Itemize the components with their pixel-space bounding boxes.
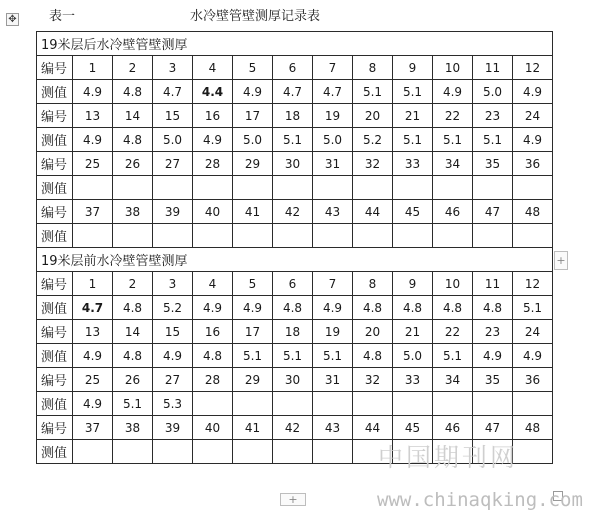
thickness-value-cell[interactable] <box>233 224 273 248</box>
thickness-value-cell[interactable] <box>273 176 313 200</box>
thickness-value-cell[interactable] <box>233 440 273 464</box>
point-id-cell[interactable]: 27 <box>153 152 193 176</box>
row-label-id: 编号 <box>37 200 73 224</box>
point-id-cell[interactable]: 32 <box>353 368 393 392</box>
point-id-cell[interactable]: 33 <box>393 368 433 392</box>
point-id-cell[interactable]: 43 <box>313 416 353 440</box>
point-id-cell[interactable]: 38 <box>113 200 153 224</box>
point-id-cell[interactable]: 33 <box>393 152 433 176</box>
thickness-value-cell[interactable] <box>313 440 353 464</box>
row-label-value: 测值 <box>37 344 73 368</box>
thickness-value-cell[interactable]: 5.2 <box>153 296 193 320</box>
point-id-cell[interactable]: 48 <box>513 416 553 440</box>
point-id-cell[interactable]: 4 <box>193 56 233 80</box>
thickness-value-cell[interactable]: 4.9 <box>153 344 193 368</box>
point-id-cell[interactable]: 43 <box>313 200 353 224</box>
thickness-value-cell[interactable]: 4.9 <box>233 296 273 320</box>
point-id-cell[interactable]: 13 <box>73 104 113 128</box>
point-id-cell[interactable]: 5 <box>233 56 273 80</box>
thickness-value-cell[interactable]: 4.9 <box>73 392 113 416</box>
point-id-cell[interactable]: 41 <box>233 200 273 224</box>
thickness-value-cell[interactable] <box>273 440 313 464</box>
id-row <box>37 104 553 128</box>
thickness-value-cell[interactable]: 4.9 <box>73 80 113 104</box>
id-row <box>37 368 553 392</box>
table-move-handle[interactable]: ✥ <box>6 13 19 26</box>
thickness-value-cell[interactable]: 4.8 <box>393 296 433 320</box>
point-id-cell[interactable]: 26 <box>113 152 153 176</box>
thickness-value-cell[interactable] <box>473 440 513 464</box>
thickness-value-cell[interactable]: 5.0 <box>473 80 513 104</box>
point-id-cell[interactable]: 42 <box>273 416 313 440</box>
row-label-value: 测值 <box>37 80 73 104</box>
thickness-value-cell[interactable]: 4.8 <box>353 296 393 320</box>
point-id-cell[interactable]: 18 <box>273 104 313 128</box>
point-id-cell[interactable]: 20 <box>353 104 393 128</box>
row-label-value: 测值 <box>37 176 73 200</box>
thickness-value-cell[interactable]: 4.4 <box>193 80 233 104</box>
point-id-cell[interactable]: 28 <box>193 152 233 176</box>
thickness-value-cell[interactable]: 4.9 <box>193 296 233 320</box>
section-title: 19米层后水冷壁管壁测厚 <box>37 32 553 56</box>
id-row <box>37 200 553 224</box>
thickness-value-cell[interactable] <box>433 176 473 200</box>
thickness-value-cell[interactable] <box>153 224 193 248</box>
thickness-value-cell[interactable]: 4.8 <box>113 80 153 104</box>
value-row <box>37 176 553 200</box>
thickness-value-cell[interactable]: 4.9 <box>473 344 513 368</box>
point-id-cell[interactable]: 44 <box>353 200 393 224</box>
point-id-cell[interactable]: 29 <box>233 152 273 176</box>
id-row <box>37 272 553 296</box>
point-id-cell[interactable]: 7 <box>313 56 353 80</box>
watermark-url: www.chinaqking.com <box>377 489 583 511</box>
id-row <box>37 152 553 176</box>
row-label-value: 测值 <box>37 224 73 248</box>
value-row <box>37 80 553 104</box>
thickness-value-cell[interactable] <box>193 224 233 248</box>
thickness-value-cell[interactable] <box>513 176 553 200</box>
thickness-value-cell[interactable] <box>433 440 473 464</box>
point-id-cell[interactable]: 26 <box>113 368 153 392</box>
point-id-cell[interactable]: 28 <box>193 368 233 392</box>
thickness-value-cell[interactable] <box>353 392 393 416</box>
row-label-id: 编号 <box>37 152 73 176</box>
thickness-value-cell[interactable] <box>113 440 153 464</box>
thickness-value-cell[interactable] <box>313 176 353 200</box>
thickness-value-cell[interactable]: 4.9 <box>233 80 273 104</box>
row-label-id: 编号 <box>37 320 73 344</box>
row-label-id: 编号 <box>37 104 73 128</box>
document-title: 水冷壁管壁测厚记录表 <box>190 9 321 24</box>
point-id-cell[interactable]: 19 <box>313 104 353 128</box>
thickness-value-cell[interactable]: 5.1 <box>513 296 553 320</box>
thickness-value-cell[interactable] <box>433 392 473 416</box>
add-row-button[interactable]: + <box>280 493 306 506</box>
point-id-cell[interactable]: 11 <box>473 272 513 296</box>
thickness-value-cell[interactable] <box>193 440 233 464</box>
point-id-cell[interactable]: 6 <box>273 56 313 80</box>
row-label-value: 测值 <box>37 440 73 464</box>
point-id-cell[interactable]: 4 <box>193 272 233 296</box>
value-row <box>37 344 553 368</box>
point-id-cell[interactable]: 35 <box>473 152 513 176</box>
point-id-cell[interactable]: 21 <box>393 320 433 344</box>
thickness-value-cell[interactable]: 4.9 <box>513 128 553 152</box>
point-id-cell[interactable]: 20 <box>353 320 393 344</box>
point-id-cell[interactable]: 5 <box>233 272 273 296</box>
thickness-value-cell[interactable] <box>73 224 113 248</box>
point-id-cell[interactable]: 40 <box>193 200 233 224</box>
id-row <box>37 320 553 344</box>
point-id-cell[interactable]: 44 <box>353 416 393 440</box>
point-id-cell[interactable]: 15 <box>153 104 193 128</box>
thickness-value-cell[interactable]: 4.9 <box>513 80 553 104</box>
thickness-value-cell[interactable] <box>313 224 353 248</box>
thickness-value-cell[interactable]: 4.8 <box>113 344 153 368</box>
value-row <box>37 392 553 416</box>
thickness-value-cell[interactable]: 5.0 <box>393 344 433 368</box>
point-id-cell[interactable]: 46 <box>433 200 473 224</box>
thickness-value-cell[interactable]: 4.9 <box>433 80 473 104</box>
point-id-cell[interactable]: 23 <box>473 320 513 344</box>
thickness-value-cell[interactable] <box>353 440 393 464</box>
point-id-cell[interactable]: 12 <box>513 272 553 296</box>
thickness-value-cell[interactable]: 4.8 <box>193 344 233 368</box>
thickness-value-cell[interactable] <box>353 176 393 200</box>
point-id-cell[interactable]: 40 <box>193 416 233 440</box>
thickness-value-cell[interactable]: 4.8 <box>433 296 473 320</box>
point-id-cell[interactable]: 31 <box>313 368 353 392</box>
thickness-value-cell[interactable]: 5.0 <box>313 128 353 152</box>
thickness-value-cell[interactable] <box>113 176 153 200</box>
point-id-cell[interactable]: 6 <box>273 272 313 296</box>
thickness-value-cell[interactable]: 4.9 <box>73 344 113 368</box>
point-id-cell[interactable]: 45 <box>393 416 433 440</box>
point-id-cell[interactable]: 9 <box>393 272 433 296</box>
point-id-cell[interactable]: 22 <box>433 320 473 344</box>
thickness-value-cell[interactable]: 5.1 <box>113 392 153 416</box>
point-id-cell[interactable]: 32 <box>353 152 393 176</box>
point-id-cell[interactable]: 21 <box>393 104 433 128</box>
point-id-cell[interactable]: 23 <box>473 104 513 128</box>
thickness-value-cell[interactable] <box>153 176 193 200</box>
thickness-value-cell[interactable] <box>353 224 393 248</box>
point-id-cell[interactable]: 36 <box>513 152 553 176</box>
thickness-value-cell[interactable] <box>273 224 313 248</box>
thickness-value-cell[interactable] <box>153 440 193 464</box>
row-label-id: 编号 <box>37 56 73 80</box>
thickness-value-cell[interactable]: 5.0 <box>153 128 193 152</box>
thickness-value-cell[interactable]: 5.1 <box>433 344 473 368</box>
point-id-cell[interactable]: 29 <box>233 368 273 392</box>
point-id-cell[interactable]: 13 <box>73 320 113 344</box>
point-id-cell[interactable]: 34 <box>433 368 473 392</box>
add-column-button[interactable]: + <box>554 251 568 270</box>
row-label-id: 编号 <box>37 272 73 296</box>
point-id-cell[interactable]: 38 <box>113 416 153 440</box>
thickness-record-table <box>36 31 553 464</box>
point-id-cell[interactable]: 25 <box>73 368 113 392</box>
thickness-value-cell[interactable] <box>513 440 553 464</box>
row-label-value: 测值 <box>37 296 73 320</box>
thickness-value-cell[interactable] <box>113 224 153 248</box>
point-id-cell[interactable]: 2 <box>113 272 153 296</box>
point-id-cell[interactable]: 30 <box>273 368 313 392</box>
thickness-value-cell[interactable]: 5.1 <box>273 344 313 368</box>
thickness-value-cell[interactable] <box>233 176 273 200</box>
thickness-value-cell[interactable] <box>393 224 433 248</box>
table-resize-handle[interactable] <box>553 491 563 501</box>
point-id-cell[interactable]: 14 <box>113 104 153 128</box>
point-id-cell[interactable]: 11 <box>473 56 513 80</box>
row-label-id: 编号 <box>37 368 73 392</box>
thickness-value-cell[interactable]: 5.1 <box>393 80 433 104</box>
point-id-cell[interactable]: 8 <box>353 56 393 80</box>
point-id-cell[interactable]: 37 <box>73 416 113 440</box>
point-id-cell[interactable]: 8 <box>353 272 393 296</box>
point-id-cell[interactable]: 17 <box>233 320 273 344</box>
point-id-cell[interactable]: 3 <box>153 272 193 296</box>
thickness-value-cell[interactable] <box>513 224 553 248</box>
thickness-value-cell[interactable] <box>433 224 473 248</box>
point-id-cell[interactable]: 36 <box>513 368 553 392</box>
thickness-value-cell[interactable]: 5.2 <box>353 128 393 152</box>
point-id-cell[interactable]: 16 <box>193 104 233 128</box>
thickness-value-cell[interactable] <box>313 392 353 416</box>
point-id-cell[interactable]: 16 <box>193 320 233 344</box>
thickness-value-cell[interactable]: 4.8 <box>273 296 313 320</box>
point-id-cell[interactable]: 46 <box>433 416 473 440</box>
thickness-value-cell[interactable]: 4.8 <box>473 296 513 320</box>
point-id-cell[interactable]: 47 <box>473 416 513 440</box>
thickness-value-cell[interactable]: 4.7 <box>273 80 313 104</box>
point-id-cell[interactable]: 39 <box>153 416 193 440</box>
thickness-value-cell[interactable] <box>233 392 273 416</box>
thickness-value-cell[interactable]: 4.8 <box>113 128 153 152</box>
point-id-cell[interactable]: 17 <box>233 104 273 128</box>
thickness-value-cell[interactable]: 4.9 <box>193 128 233 152</box>
thickness-value-cell[interactable] <box>193 392 233 416</box>
value-row <box>37 440 553 464</box>
thickness-value-cell[interactable]: 4.9 <box>73 128 113 152</box>
thickness-value-cell[interactable]: 5.1 <box>233 344 273 368</box>
point-id-cell[interactable]: 22 <box>433 104 473 128</box>
point-id-cell[interactable]: 1 <box>73 272 113 296</box>
thickness-value-cell[interactable] <box>473 176 513 200</box>
row-label-id: 编号 <box>37 416 73 440</box>
thickness-value-cell[interactable] <box>393 440 433 464</box>
row-label-value: 测值 <box>37 392 73 416</box>
row-label-value: 测值 <box>37 128 73 152</box>
thickness-value-cell[interactable] <box>73 440 113 464</box>
thickness-value-cell[interactable] <box>473 392 513 416</box>
point-id-cell[interactable]: 9 <box>393 56 433 80</box>
thickness-value-cell[interactable]: 4.9 <box>313 296 353 320</box>
thickness-value-cell[interactable]: 4.7 <box>153 80 193 104</box>
section-title: 19米层前水冷壁管壁测厚 <box>37 248 553 272</box>
point-id-cell[interactable]: 37 <box>73 200 113 224</box>
thickness-value-cell[interactable]: 4.7 <box>73 296 113 320</box>
point-id-cell[interactable]: 24 <box>513 104 553 128</box>
watermark-chinese: 中国期刊网 <box>378 443 519 472</box>
point-id-cell[interactable]: 18 <box>273 320 313 344</box>
point-id-cell[interactable]: 48 <box>513 200 553 224</box>
id-row <box>37 56 553 80</box>
thickness-value-cell[interactable]: 5.0 <box>233 128 273 152</box>
point-id-cell[interactable]: 7 <box>313 272 353 296</box>
point-id-cell[interactable]: 25 <box>73 152 113 176</box>
point-id-cell[interactable]: 10 <box>433 56 473 80</box>
id-row <box>37 416 553 440</box>
point-id-cell[interactable]: 12 <box>513 56 553 80</box>
thickness-value-cell[interactable]: 5.1 <box>393 128 433 152</box>
point-id-cell[interactable]: 1 <box>73 56 113 80</box>
point-id-cell[interactable]: 47 <box>473 200 513 224</box>
point-id-cell[interactable]: 39 <box>153 200 193 224</box>
thickness-value-cell[interactable] <box>513 392 553 416</box>
thickness-value-cell[interactable]: 5.3 <box>153 392 193 416</box>
table-number-label: 表一 <box>49 9 76 24</box>
point-id-cell[interactable]: 35 <box>473 368 513 392</box>
point-id-cell[interactable]: 24 <box>513 320 553 344</box>
point-id-cell[interactable]: 41 <box>233 416 273 440</box>
thickness-value-cell[interactable] <box>273 392 313 416</box>
thickness-value-cell[interactable]: 5.1 <box>433 128 473 152</box>
value-row <box>37 224 553 248</box>
thickness-value-cell[interactable]: 5.1 <box>473 128 513 152</box>
thickness-value-cell[interactable] <box>473 224 513 248</box>
thickness-value-cell[interactable] <box>393 392 433 416</box>
thickness-value-cell[interactable] <box>193 176 233 200</box>
point-id-cell[interactable]: 15 <box>153 320 193 344</box>
point-id-cell[interactable]: 10 <box>433 272 473 296</box>
thickness-value-cell[interactable]: 5.1 <box>273 128 313 152</box>
thickness-value-cell[interactable]: 5.1 <box>353 80 393 104</box>
point-id-cell[interactable]: 2 <box>113 56 153 80</box>
thickness-value-cell[interactable]: 4.8 <box>113 296 153 320</box>
point-id-cell[interactable]: 31 <box>313 152 353 176</box>
value-row <box>37 296 553 320</box>
point-id-cell[interactable]: 3 <box>153 56 193 80</box>
point-id-cell[interactable]: 27 <box>153 368 193 392</box>
point-id-cell[interactable]: 45 <box>393 200 433 224</box>
point-id-cell[interactable]: 34 <box>433 152 473 176</box>
thickness-value-cell[interactable]: 5.1 <box>313 344 353 368</box>
thickness-value-cell[interactable] <box>393 176 433 200</box>
thickness-value-cell[interactable] <box>73 176 113 200</box>
thickness-value-cell[interactable]: 4.7 <box>313 80 353 104</box>
point-id-cell[interactable]: 19 <box>313 320 353 344</box>
thickness-value-cell[interactable]: 4.9 <box>513 344 553 368</box>
point-id-cell[interactable]: 42 <box>273 200 313 224</box>
thickness-value-cell[interactable]: 4.8 <box>353 344 393 368</box>
value-row <box>37 128 553 152</box>
point-id-cell[interactable]: 14 <box>113 320 153 344</box>
point-id-cell[interactable]: 30 <box>273 152 313 176</box>
